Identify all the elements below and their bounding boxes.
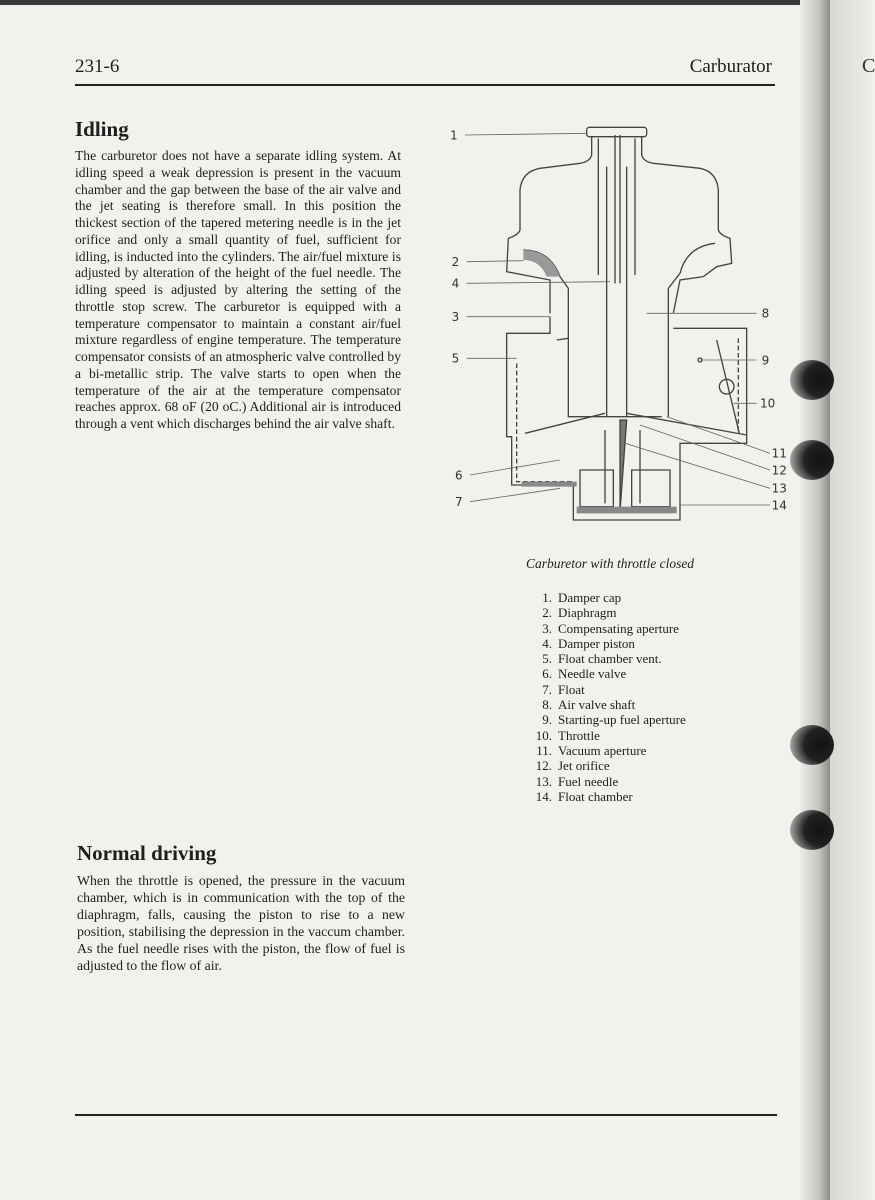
- legend-label: Diaphragm: [558, 605, 617, 621]
- next-page-letter: C: [862, 55, 875, 77]
- callout-6: 6: [455, 468, 463, 483]
- legend-number: 1.: [542, 590, 552, 605]
- legend-item: [530, 666, 686, 681]
- callout-1: 1: [450, 128, 458, 143]
- page-number: 231-6: [75, 56, 120, 77]
- legend-label: Damper cap: [558, 590, 622, 605]
- callout-11: 11: [771, 446, 787, 461]
- legend-item: [530, 605, 686, 620]
- idling-body: The carburetor does not have a separate idling system. At idling speed a weak depression is present in the vacuum chamber and the gap between the base of the air valve and the jet seating is therefore small. In this position the thickest section of the tapered metering needle is in the jet orifice and only a small quantity of fuel, sufficient for idling, is inducted into the cylinders. The air/fuel mixture is adjusted by alteration of the height of the fuel needle. The idling speed is adjusted by altering the setting of the throttle stop screw. The carburetor is equipped with a temperature compensator to maintain a constant air/fuel mixture regardless of engine temperature. The temperature compensator consists of an atmospheric valve controlled by a bi-metallic strip. The valve starts to open when the temperature of the air at the temperature compensator reaches approx. 68 oF (20 oC.) Additional air is introduced through a vent which discharges behind the air valve shaft.: [75, 148, 401, 431]
- legend-number: 6.: [542, 666, 552, 682]
- legend-item: [530, 636, 686, 651]
- legend-item: [530, 789, 686, 804]
- legend-label: Float chamber: [558, 788, 633, 804]
- legend-label: Jet orifice: [558, 758, 610, 774]
- legend-item: [530, 712, 686, 727]
- punch-hole: [790, 725, 834, 765]
- legend-label: Throttle: [558, 727, 600, 743]
- page-binding-shadow: [800, 0, 830, 1200]
- callout-5: 5: [451, 351, 460, 366]
- section-title: Carburator: [689, 56, 772, 77]
- normal-driving-section: [77, 841, 405, 974]
- punch-hole: [790, 440, 834, 480]
- callout-2: 2: [451, 255, 460, 269]
- legend-number: 3.: [542, 620, 552, 636]
- legend-number: 10.: [535, 727, 552, 743]
- legend-label: Fuel needle: [558, 773, 619, 789]
- callout-3: 3: [451, 310, 460, 324]
- legend-item: [530, 743, 686, 758]
- normal-driving-heading: Normal driving: [77, 841, 217, 865]
- legend-item: [530, 651, 686, 666]
- callout-7: 7: [455, 495, 463, 509]
- legend-label: Float chamber vent.: [558, 651, 662, 667]
- legend-label: Needle valve: [558, 666, 627, 682]
- legend-number: 8.: [542, 697, 552, 713]
- footer-rule: [75, 1114, 777, 1116]
- callout-13: 13: [771, 481, 787, 496]
- legend-item: [530, 682, 686, 697]
- header-rule: [75, 84, 775, 86]
- legend-number: 12.: [535, 758, 552, 774]
- callout-12: 12: [771, 463, 787, 478]
- legend-label: Air valve shaft: [558, 697, 636, 713]
- callout-14: 14: [771, 498, 787, 513]
- callout-8: 8: [761, 306, 770, 321]
- legend-label: Damper piston: [558, 635, 635, 651]
- idling-section: [75, 117, 401, 433]
- legend-item: [530, 697, 686, 712]
- legend-number: 13.: [535, 773, 552, 789]
- scan-top-edge: [0, 0, 872, 5]
- legend-label: Compensating aperture: [558, 620, 679, 636]
- idling-heading: Idling: [75, 117, 129, 141]
- punch-hole: [790, 360, 834, 400]
- legend-item: [530, 758, 686, 773]
- punch-hole: [790, 810, 834, 850]
- legend-number: 7.: [542, 681, 552, 697]
- legend-label: Float: [558, 681, 585, 697]
- figure-caption: Carburetor with throttle closed: [525, 556, 695, 571]
- legend-number: 4.: [542, 635, 552, 651]
- legend-number: 9.: [542, 712, 552, 728]
- legend-item: [530, 728, 686, 743]
- legend-number: 14.: [535, 788, 552, 804]
- legend-number: 2.: [542, 605, 552, 621]
- legend-label: Vacuum aperture: [558, 742, 647, 758]
- next-page-edge: [830, 0, 872, 1200]
- legend-item: [530, 774, 686, 789]
- legend-number: 11.: [536, 742, 552, 758]
- callout-9: 9: [761, 353, 770, 368]
- callout-4: 4: [451, 276, 460, 291]
- legend-label: Starting-up fuel aperture: [558, 712, 686, 728]
- figure-legend: [530, 590, 686, 804]
- legend-item: [530, 590, 686, 605]
- normal-driving-body: When the throttle is opened, the pressure in the vacuum chamber, which is in communication with the top of the diaphragm, falls, causing the piston to rise to a new position, stabilising the depression in the vaccum chamber. As the fuel needle rises with the piston, the flow of fuel is adjusted to the flow of air.: [77, 873, 405, 973]
- callout-10: 10: [760, 396, 776, 411]
- legend-number: 5.: [542, 651, 552, 667]
- carburetor-diagram: [440, 120, 790, 530]
- legend-item: [530, 621, 686, 636]
